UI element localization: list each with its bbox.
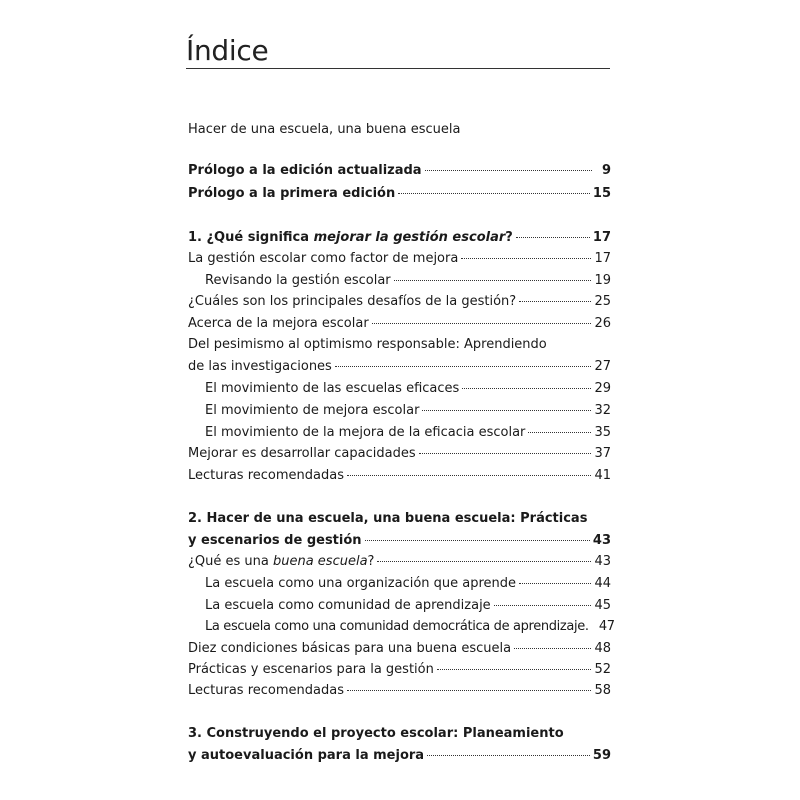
toc-subentry[interactable] xyxy=(188,402,611,420)
toc-entry-label: Lecturas recomendadas xyxy=(188,683,344,698)
toc-entry[interactable] xyxy=(188,682,611,700)
toc-entry-page: 32 xyxy=(594,403,611,418)
toc-entry-label: Prólogo a la primera edición xyxy=(188,186,396,201)
toc-entry-label: Prólogo a la edición actualizada xyxy=(188,163,422,178)
book-title: Hacer de una escuela, una buena escuela xyxy=(188,122,461,137)
dot-leader xyxy=(422,410,591,411)
toc-entry[interactable] xyxy=(188,250,611,268)
toc-entry-page: 17 xyxy=(592,230,611,245)
toc-entry-label: Revisando la gestión escolar xyxy=(205,273,391,288)
dot-leader xyxy=(335,366,592,367)
toc-entry-label: 1. ¿Qué significa mejorar la gestión escolar? xyxy=(188,230,513,245)
toc-entry-page: 29 xyxy=(594,381,611,396)
toc-chapter-1[interactable] xyxy=(188,229,611,247)
toc-chapter-3-line1[interactable]: 3. Construyendo el proyecto escolar: Planeamiento xyxy=(188,726,564,741)
toc-entry[interactable] xyxy=(188,640,611,658)
dot-leader xyxy=(528,432,591,433)
toc-entry-page: 26 xyxy=(594,316,611,331)
toc-entry-page: 48 xyxy=(594,641,611,656)
toc-entry-label: Acerca de la mejora escolar xyxy=(188,316,369,331)
toc-entry-prologue-updated[interactable] xyxy=(188,162,611,180)
dot-leader xyxy=(425,170,592,171)
dot-leader xyxy=(461,258,591,259)
toc-entry-page: 47 xyxy=(598,619,615,634)
toc-entry-page: 9 xyxy=(601,163,611,178)
toc-entry-prologue-first[interactable] xyxy=(188,185,611,203)
dot-leader xyxy=(347,690,591,691)
page-title: Índice xyxy=(186,34,269,67)
toc-entry-label: Lecturas recomendadas xyxy=(188,468,344,483)
toc-subentry[interactable] xyxy=(188,597,611,615)
toc-entry-label: La escuela como una organización que aprende xyxy=(205,576,517,591)
toc-entry-label: El movimiento de la mejora de la eficacia escolar xyxy=(205,425,526,440)
dot-leader xyxy=(519,583,591,584)
toc-entry-label: La escuela como una comunidad democrática de aprendizaje. xyxy=(205,619,589,634)
dot-leader xyxy=(347,475,591,476)
toc-chapter-2[interactable] xyxy=(188,532,611,550)
toc-entry[interactable] xyxy=(188,445,611,463)
toc-entry-label: La gestión escolar como factor de mejora xyxy=(188,251,459,266)
toc-chapter-3[interactable] xyxy=(188,747,611,765)
dot-leader xyxy=(516,237,590,238)
toc-entry[interactable] xyxy=(188,293,611,311)
toc-entry-page: 41 xyxy=(594,468,611,483)
dot-leader xyxy=(494,605,592,606)
toc-subentry[interactable] xyxy=(188,424,611,442)
toc-entry-label: y autoevaluación para la mejora xyxy=(188,748,425,763)
toc-entry-label: Mejorar es desarrollar capacidades xyxy=(188,446,416,461)
toc-entry-page: 44 xyxy=(594,576,611,591)
toc-subentry[interactable] xyxy=(188,380,611,398)
toc-entry[interactable] xyxy=(188,553,611,571)
title-rule xyxy=(186,68,610,69)
toc-entry[interactable] xyxy=(188,315,611,333)
toc-entry-page: 58 xyxy=(594,683,611,698)
toc-entry-page: 52 xyxy=(594,662,611,677)
toc-chapter-2-line1[interactable]: 2. Hacer de una escuela, una buena escuela: Prácticas xyxy=(188,511,588,526)
toc-entry-label: La escuela como comunidad de aprendizaje xyxy=(205,598,491,613)
toc-entry-label: y escenarios de gestión xyxy=(188,533,362,548)
toc-entry[interactable] xyxy=(188,358,611,376)
toc-entry[interactable] xyxy=(188,661,611,679)
toc-entry-page: 37 xyxy=(594,446,611,461)
toc-entry[interactable] xyxy=(188,467,611,485)
toc-entry-label: Prácticas y escenarios para la gestión xyxy=(188,662,434,677)
toc-subentry[interactable] xyxy=(188,618,615,636)
dot-leader xyxy=(377,561,591,562)
dot-leader xyxy=(419,453,592,454)
dot-leader xyxy=(427,755,590,756)
toc-entry-page: 35 xyxy=(594,425,611,440)
toc-subentry[interactable] xyxy=(188,575,611,593)
dot-leader xyxy=(462,388,591,389)
toc-entry-page: 15 xyxy=(592,186,611,201)
dot-leader xyxy=(394,280,592,281)
toc-entry-page: 19 xyxy=(594,273,611,288)
toc-entry-label: El movimiento de las escuelas eficaces xyxy=(205,381,460,396)
toc-entry-page: 59 xyxy=(592,748,611,763)
toc-entry-label: ¿Cuáles son los principales desafíos de la gestión? xyxy=(188,294,517,309)
toc-entry-label: El movimiento de mejora escolar xyxy=(205,403,420,418)
dot-leader xyxy=(372,323,592,324)
toc-subentry[interactable] xyxy=(188,272,611,290)
toc-entry-page: 43 xyxy=(592,533,611,548)
toc-entry-page: 25 xyxy=(594,294,611,309)
toc-entry-line1[interactable]: Del pesimismo al optimismo responsable: Aprendiendo xyxy=(188,337,547,352)
dot-leader xyxy=(514,648,591,649)
dot-leader xyxy=(398,193,590,194)
toc-entry-page: 17 xyxy=(594,251,611,266)
dot-leader xyxy=(519,301,591,302)
toc-entry-label: ¿Qué es una buena escuela? xyxy=(188,554,375,569)
toc-entry-page: 45 xyxy=(594,598,611,613)
toc-entry-page: 27 xyxy=(594,359,611,374)
toc-entry-page: 43 xyxy=(594,554,611,569)
toc-entry-label: de las investigaciones xyxy=(188,359,332,374)
dot-leader xyxy=(437,669,592,670)
toc-entry-label: Diez condiciones básicas para una buena escuela xyxy=(188,641,512,656)
dot-leader xyxy=(365,540,590,541)
